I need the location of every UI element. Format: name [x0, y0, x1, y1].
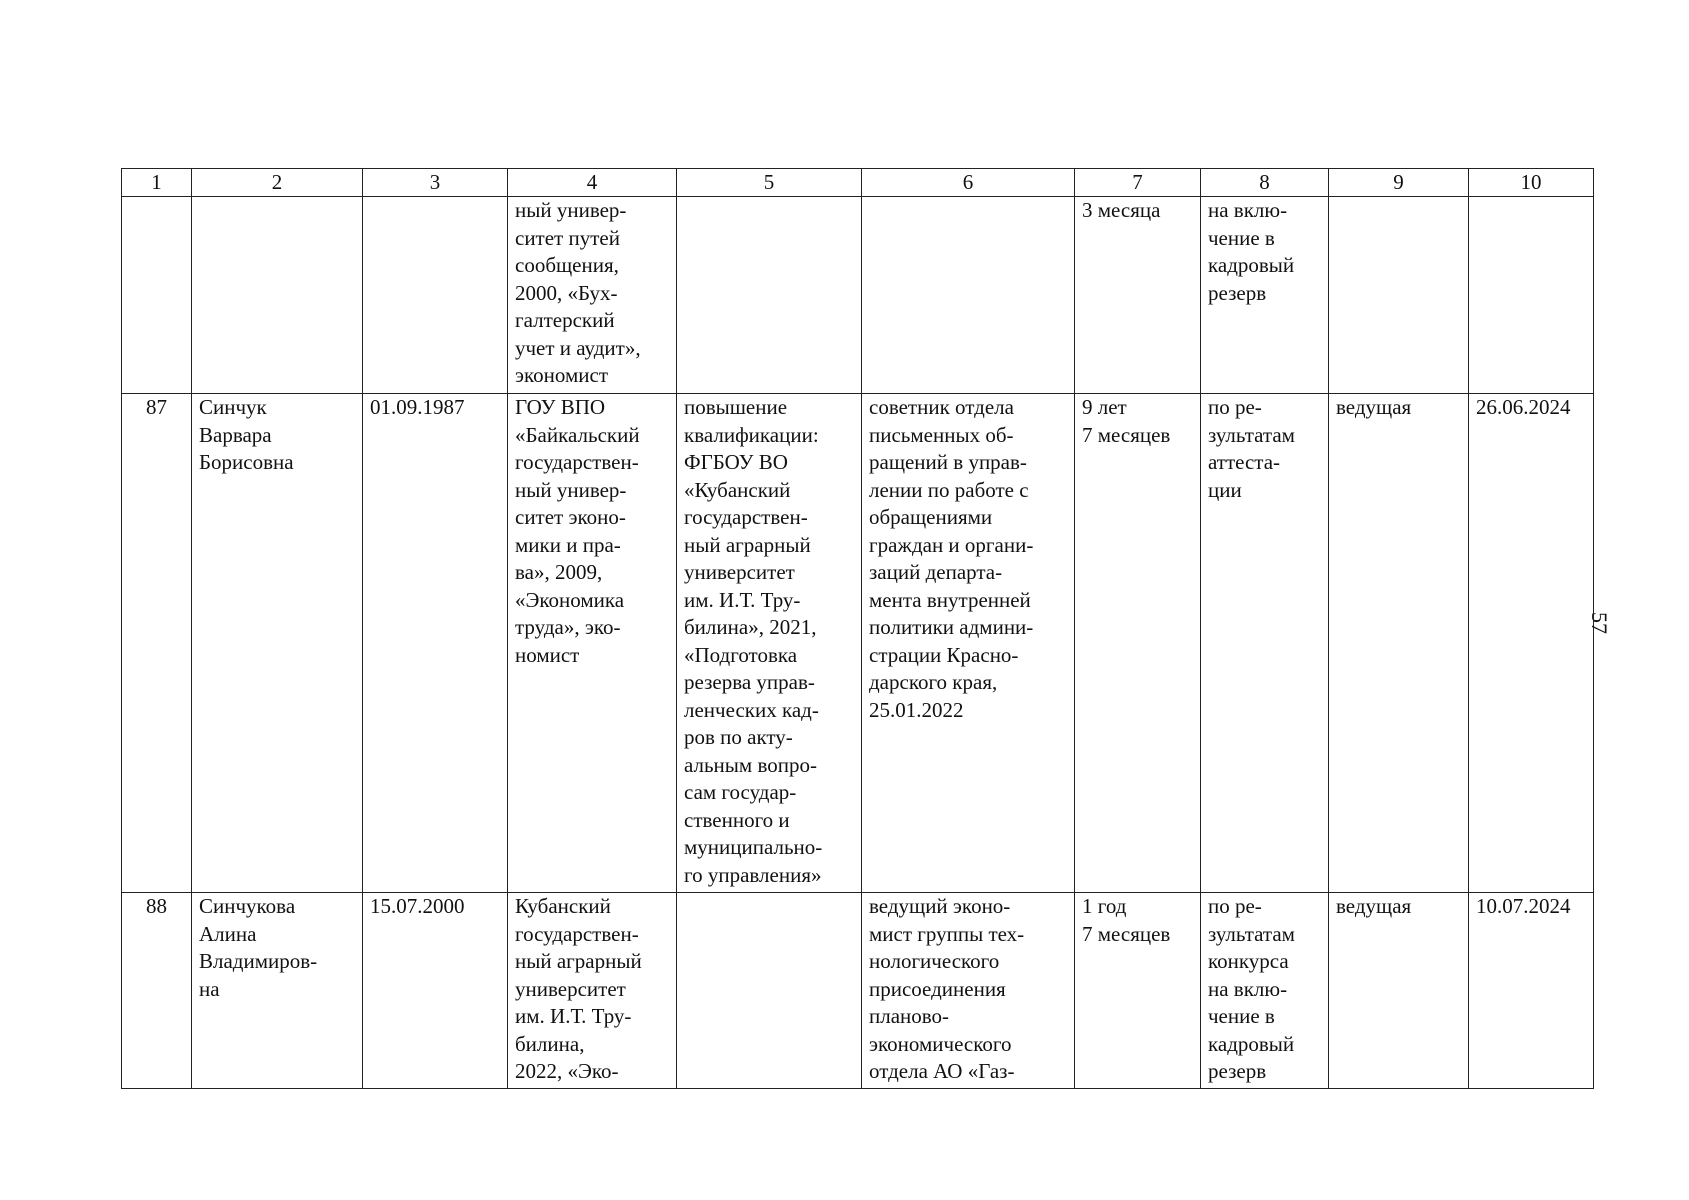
cell-text: ный универ- ситет путей сообщения, 2000, «Бух- галтерский учет и аудит», экономист	[515, 198, 641, 387]
cell-basis	[1201, 893, 1329, 1089]
cell-text: ведущая	[1336, 894, 1412, 918]
cell-text: 01.09.1987	[370, 395, 465, 419]
cell-experience	[1075, 197, 1201, 394]
cell-number	[122, 197, 192, 394]
cell-number	[122, 893, 192, 1089]
cell-text: Синчук Варвара Борисовна	[199, 395, 294, 474]
cell-group	[1329, 394, 1469, 893]
cell-education	[508, 893, 677, 1089]
column-header-9: 9	[1329, 169, 1469, 197]
cell-position	[862, 197, 1075, 394]
column-header-8: 8	[1201, 169, 1329, 197]
cell-text: 88	[146, 894, 167, 918]
column-header-5: 5	[677, 169, 862, 197]
cell-name	[192, 197, 363, 394]
cell-position	[862, 893, 1075, 1089]
column-header-1: 1	[122, 169, 192, 197]
cell-text: советник отдела письменных об- ращений в управ- лении по работе с обращениями граждан и органи- заций департа- мента внутренней политики админи- страции Красно- дарского края, 25.01.2022	[869, 395, 1034, 722]
cell-text: Кубанский государствен- ный аграрный университет им. И.Т. Тру- билина, 2022, «Эко-	[515, 894, 642, 1083]
cell-number	[122, 394, 192, 893]
cell-text: ГОУ ВПО «Байкальский государствен- ный универ- ситет эконо- мики и пра- ва», 2009, «Экономика труда», эко- номист	[515, 395, 640, 667]
cell-text: 15.07.2000	[370, 894, 465, 918]
cell-text: 10.07.2024	[1476, 894, 1571, 918]
column-header-7: 7	[1075, 169, 1201, 197]
cell-education	[508, 197, 677, 394]
column-header-3: 3	[363, 169, 508, 197]
cell-name	[192, 394, 363, 893]
cell-text: 26.06.2024	[1476, 395, 1571, 419]
cell-birth-date	[363, 197, 508, 394]
cell-basis	[1201, 197, 1329, 394]
cell-text: 9 лет 7 месяцев	[1082, 395, 1171, 447]
cell-date	[1469, 893, 1594, 1089]
cell-experience	[1075, 394, 1201, 893]
cell-experience	[1075, 893, 1201, 1089]
cell-group	[1329, 893, 1469, 1089]
cell-birth-date	[363, 394, 508, 893]
cell-text: ведущая	[1336, 395, 1412, 419]
cell-position	[862, 394, 1075, 893]
cell-text: Синчукова Алина Владимиров- на	[199, 894, 318, 1001]
column-header-10: 10	[1469, 169, 1594, 197]
cell-name	[192, 893, 363, 1089]
cell-date	[1469, 394, 1594, 893]
table-row	[122, 394, 1594, 893]
column-header-6: 6	[862, 169, 1075, 197]
header-row	[122, 169, 1594, 197]
cell-text: по ре- зультатам аттеста- ции	[1208, 395, 1295, 502]
table-row	[122, 197, 1594, 394]
cell-additional-education	[677, 394, 862, 893]
cell-birth-date	[363, 893, 508, 1089]
cell-text: на вклю- чение в кадровый резерв	[1208, 198, 1295, 305]
cell-text: повышение квалификации: ФГБОУ ВО «Кубанский государствен- ный аграрный университет им. И.Т. Тру- билина», 2021, «Подготовка резерва управ- ленческих кад- ров по акту- альным вопро- сам государ- ственного и муниципально- го управления»	[684, 395, 823, 887]
cell-text: 87	[146, 395, 167, 419]
cell-additional-education	[677, 893, 862, 1089]
page-number: 57	[1587, 612, 1612, 634]
column-header-4: 4	[508, 169, 677, 197]
cell-text: 1 год 7 месяцев	[1082, 894, 1171, 946]
table-row	[122, 893, 1594, 1089]
cell-additional-education	[677, 197, 862, 394]
cell-text: по ре- зультатам конкурса на вклю- чение в кадровый резерв	[1208, 894, 1295, 1083]
cell-date	[1469, 197, 1594, 394]
cell-basis	[1201, 394, 1329, 893]
cell-education	[508, 394, 677, 893]
column-header-2: 2	[192, 169, 363, 197]
cell-text: 3 месяца	[1082, 198, 1161, 222]
cell-group	[1329, 197, 1469, 394]
cell-text: ведущий эконо- мист группы тех- нологического присоединения планово- экономического отдела АО «Газ-	[869, 894, 1025, 1083]
personnel-reserve-table	[121, 168, 1594, 1089]
